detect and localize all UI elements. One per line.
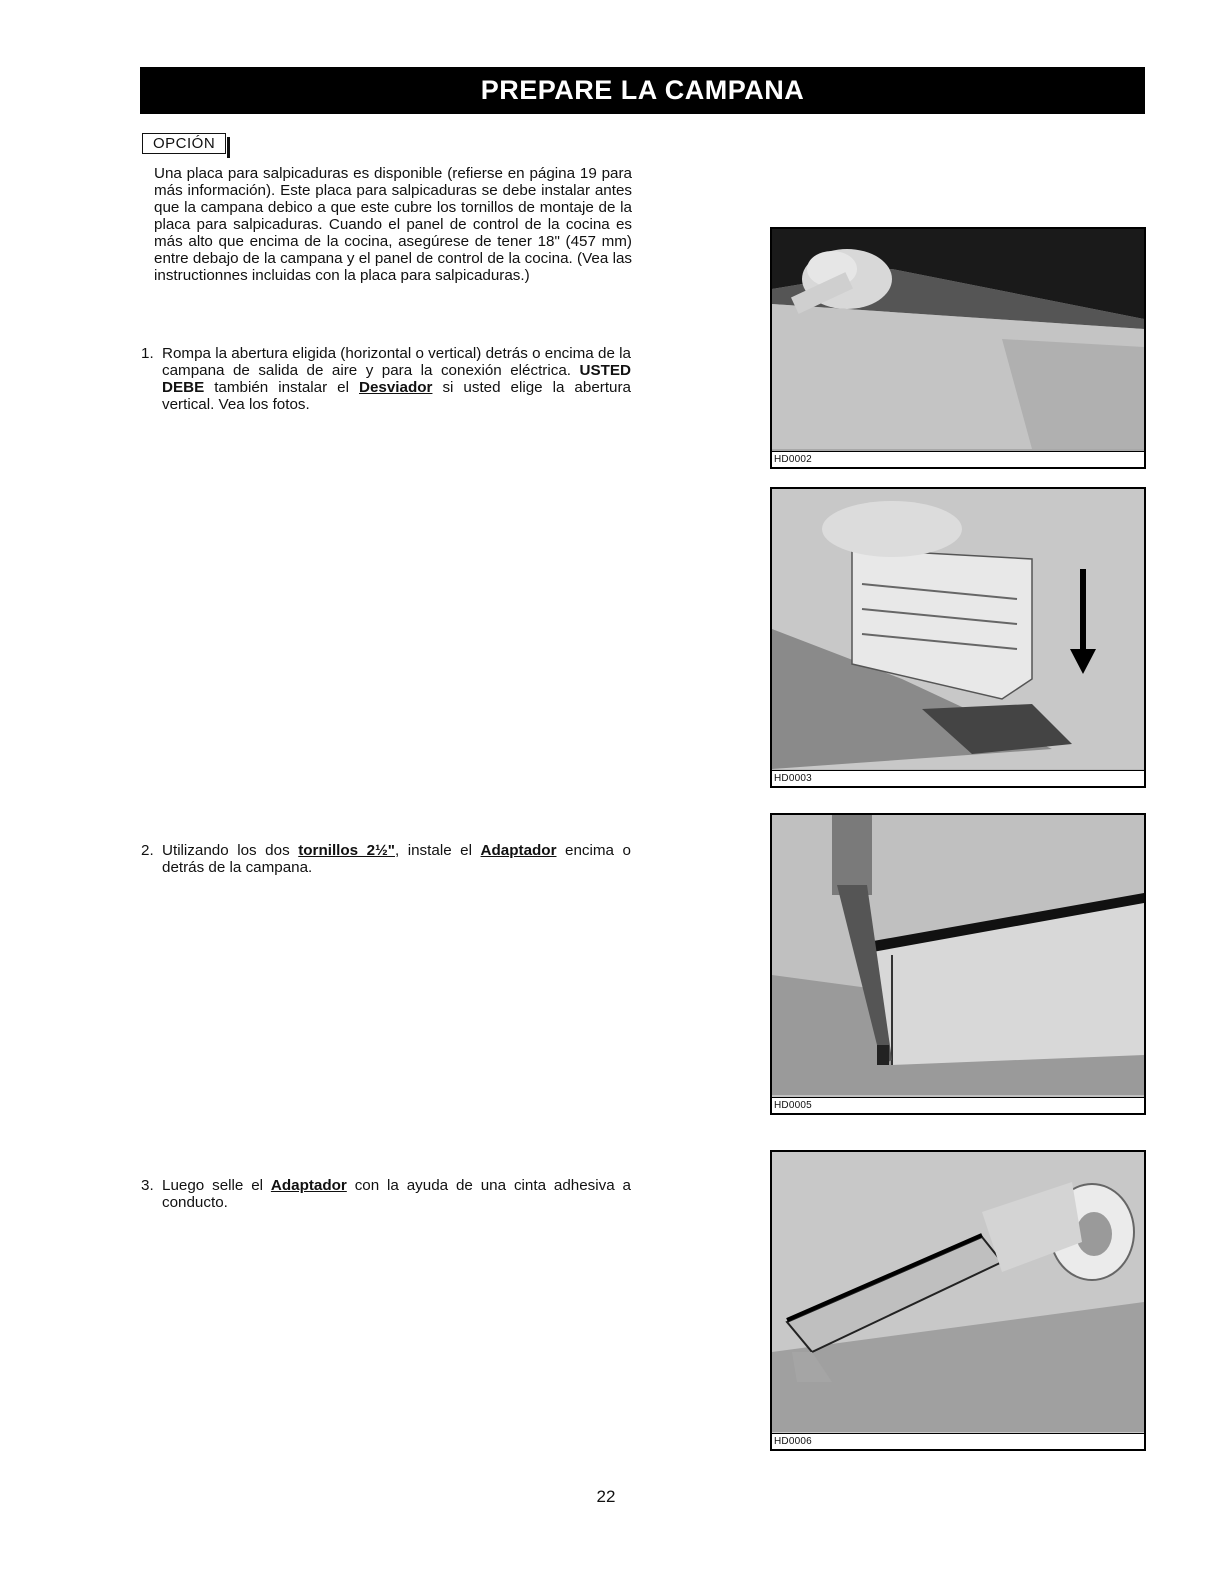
part-name-tornillos: tornillos 2½" xyxy=(298,842,395,859)
photo-tape-seal-image xyxy=(772,1152,1144,1449)
photo-diverter-image xyxy=(772,489,1144,786)
photo-tape-seal xyxy=(770,1150,1146,1451)
step-number: 1. xyxy=(141,345,154,362)
step-1 xyxy=(141,345,631,413)
page-number: 22 xyxy=(596,1487,616,1506)
photo-code: HD0002 xyxy=(772,451,1144,467)
option-label: OPCIÓN xyxy=(142,133,226,154)
photo-knockout xyxy=(770,227,1146,469)
page-title-bar xyxy=(140,67,1145,114)
step-text: Luego selle el Adaptador con la ayuda de una cinta adhesiva a conducto. xyxy=(162,1177,631,1211)
photo-adapter-screws xyxy=(770,813,1146,1115)
option-paragraph: Una placa para salpicaduras es disponible (refierse en página 19 para más información). Este placa para salpicaduras se debe instalar antes que la campana debico a que este cubre los tornillos de montaje de la placa para salpicaduras. Cuando el panel de control de la cocina es más alto que encima de la cocina, asegúrese de tener 18" (457 mm) entre debajo de la campana y el panel de control de la cocina. (Vea las instructionnes incluidas con la placa para salpicaduras.) xyxy=(154,165,632,284)
step-3 xyxy=(141,1177,631,1211)
photo-diverter xyxy=(770,487,1146,788)
part-name-adaptador: Adaptador xyxy=(480,842,557,859)
photo-knockout-image xyxy=(772,229,1144,467)
step-2 xyxy=(141,842,631,876)
part-name-desviador: Desviador xyxy=(359,379,433,396)
emphasis-text: USTED DEBE xyxy=(162,362,631,396)
step-text: Rompa la abertura eligida (horizontal o vertical) detrás o encima de la campana de salida de aire y para la conexión eléctrica. USTED DEBE también instalar el Desviador si usted elige la abertura vertical. Vea los fotos. xyxy=(162,345,631,413)
arrow-shaft xyxy=(1080,569,1086,659)
step-number: 2. xyxy=(141,842,154,859)
step-number: 3. xyxy=(141,1177,154,1194)
page-title: PREPARE LA CAMPANA xyxy=(480,75,805,105)
photo-code: HD0003 xyxy=(772,770,1144,786)
photo-code: HD0005 xyxy=(772,1097,1144,1113)
step-text: Utilizando los dos tornillos 2½", instale el Adaptador encima o detrás de la campana. xyxy=(162,842,631,876)
photo-code: HD0006 xyxy=(772,1433,1144,1449)
part-name-adaptador: Adaptador xyxy=(270,1177,347,1194)
photo-adapter-screws-image xyxy=(772,815,1144,1113)
